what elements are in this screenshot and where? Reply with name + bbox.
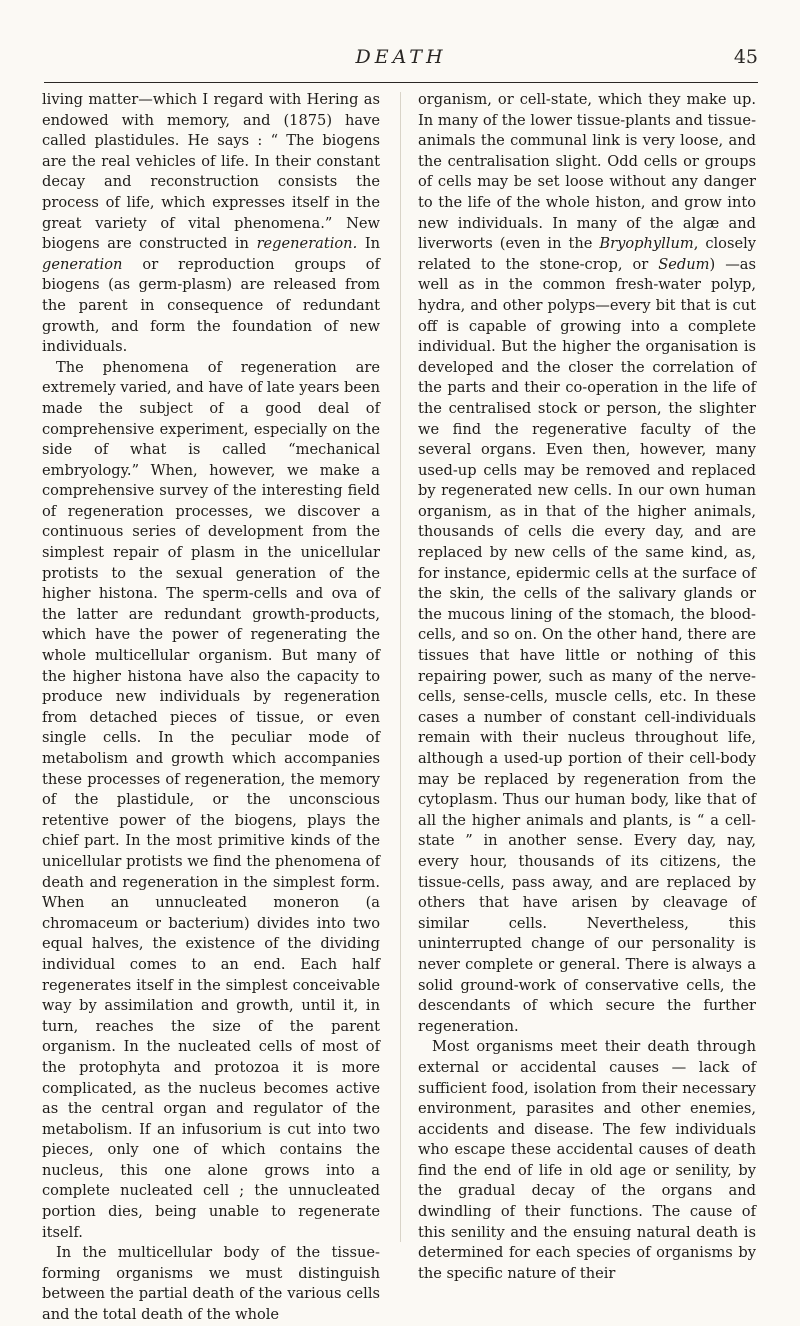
- italic-term-bryophyllum: Bryophyllum: [599, 235, 694, 253]
- text-run: ) —as well as in the common fresh-water polyp, hydra, and other polyps—every bit that is cut off is capable of growing into a complete individual. But the higher the organisation is developed and the closer the correlation of the parts and their co-operation in the life of the centralised stock or person, the slighter we find the regenerative faculty of the several organs. Even then, however, many used-up cells may be removed and replaced by regenerated new cells. In our own human organism, as in that of the higher animals, thousands of cells die every day, and are replaced by new cells of the same kind, as, for instance, epidermic cells at the surface of the skin, the cells of the salivary glands or the mucous lining of the stomach, the blood-cells, and so on. On the other hand, there are tissues that have little or nothing of this repairing power, such as many of the nerve-cells, sense-cells, muscle cells, etc. In these cases a number of constant cell-individuals remain with their nucleus throughout life, although a used-up portion of their cell-body may be replaced by regeneration from the cytoplasm. Thus our human body, like that of all the higher animals and plants, is “ a cell-state ” in another sense. Every day, nay, every hour, thousands of its citizens, the tissue-cells, pass away, and are replaced by others that have arisen by cleavage of similar cells. Nevertheless, this uninterrupted change of our personality is never complete or general. There is always a solid ground-work of conservative cells, the descendants of which secure the further regeneration.: [418, 255, 756, 1035]
- text-run: In: [357, 235, 380, 253]
- right-paragraph-1: [418, 90, 756, 1037]
- header-rule: [44, 82, 758, 83]
- left-paragraph-2: The phenomena of regeneration are extremely varied, and have of late years been made the subject of a good deal of comprehensive experiment, especially on the side of what is called “mechanical embryology.” When, however, we make a comprehensive survey of the interesting field of regeneration processes, we discover a continuous series of development from the simplest repair of plasm in the unicellular protists to the sexual generation of the higher histona. The sperm-cells and ova of the latter are redundant growth-products, which have the power of regenerating the whole multicellular organism. But many of the higher histona have also the capacity to produce new individuals by regeneration from detached pieces of tissue, or even single cells. In the peculiar mode of metabolism and growth which accompanies these processes of regeneration, the memory of the plastidule, or the unconscious retentive power of the biogens, plays the chief part. In the most primitive kinds of the unicellular protists we find the phenomena of death and regeneration in the simplest form. When an unnucleated moneron (a chromaceum or bacterium) divides into two equal halves, the existence of the dividing individual comes to an end. Each half regenerates itself in the simplest conceivable way by assimilation and growth, until it, in turn, reaches the size of the parent organism. In the nucleated cells of most of the protophyta and protozoa it is more complicated, as the nucleus becomes active as the central organ and regulator of the metabolism. If an infusorium is cut into two pieces, only one of which contains the nucleus, this one alone grows into a complete nucleated cell ; the unnucleated portion dies, being unable to regenerate itself.: [42, 358, 380, 1241]
- text-run: , closely related to the stone-crop, or: [418, 235, 756, 273]
- text-run: organism, or cell-state, which they make up. In many of the lower tissue-plants and tissue-animals the communal link is very loose, and the centralisation slight. Odd cells or groups of cells may be set loose without any danger to the life of the whole histon, and grow into new individuals. In many of the algæ and liverworts (even in the: [418, 91, 756, 253]
- right-paragraph-2: Most organisms meet their death through external or accidental causes — lack of sufficient food, isolation from their necessary environment, parasites and other enemies, accidents and disease. The few individuals who escape these accidental causes of death find the end of life in old age or senility, by the gradual decay of the organs and dwindling of their functions. The cause of this senility and the ensuing natural death is determined for each species of organisms by the specific nature of their: [418, 1038, 756, 1282]
- italic-term-sedum: Sedum: [658, 255, 710, 273]
- page-number: 45: [733, 46, 758, 68]
- left-column: [42, 90, 380, 1326]
- italic-term-generation: generation: [42, 255, 123, 273]
- page-header: [44, 46, 758, 76]
- text-run: or reproduction groups of biogens (as germ-plasm) are released from the parent in consequence of redundant growth, and form the foundation of new individuals.: [42, 255, 380, 356]
- text-run: living matter—which I regard with Hering as endowed with memory, and (1875) have called plastidules. He says : “ The biogens are the real vehicles of life. In their constant decay and reconstruction consists the process of life, which expresses itself in the great variety of vital phenomena.” New biogens are constructed in: [42, 91, 380, 253]
- right-column: [418, 90, 756, 1284]
- italic-term-regeneration: regeneration.: [256, 235, 358, 253]
- column-divider: [400, 92, 401, 1242]
- left-paragraph-3: In the multicellular body of the tissue-forming organisms we must distinguish between the partial death of the various cells and the total death of the whole: [42, 1244, 380, 1324]
- left-paragraph-1: [42, 90, 380, 358]
- running-title: DEATH: [355, 46, 447, 68]
